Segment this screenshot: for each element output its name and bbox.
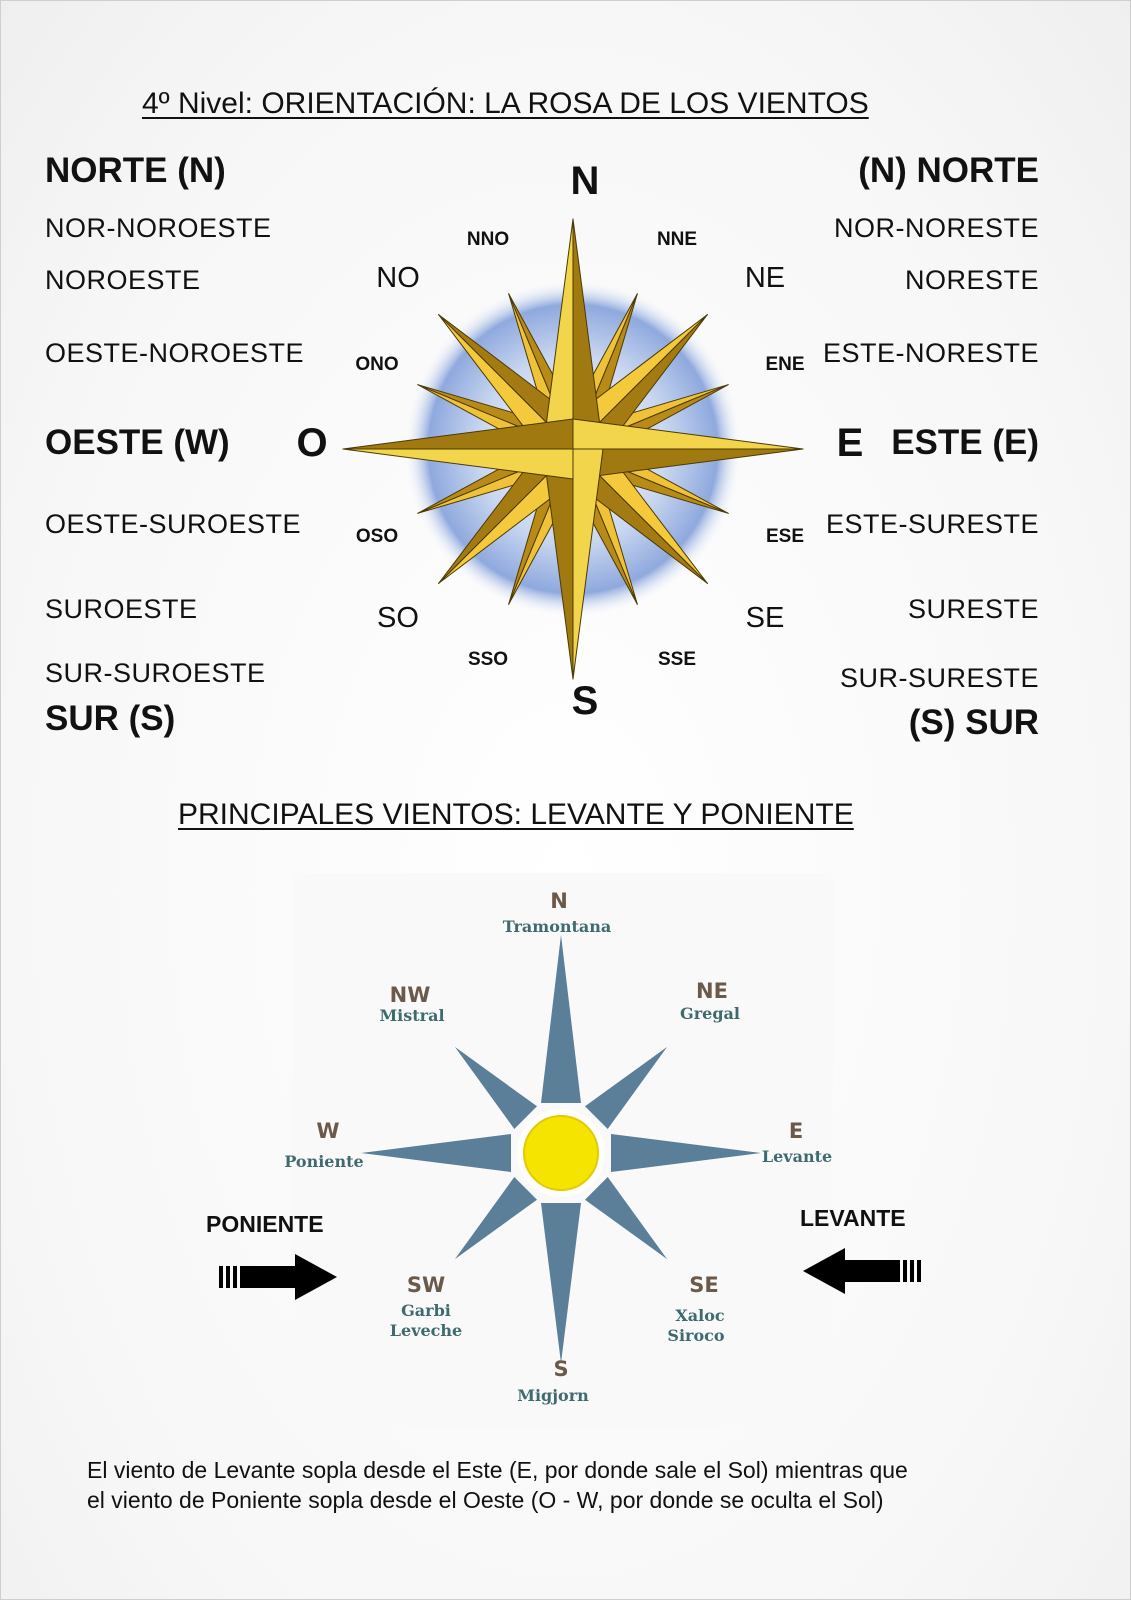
compass-letter-ese: ESE <box>765 526 805 547</box>
compass-letter-e: E <box>836 421 864 465</box>
wind-dir-n: N <box>550 889 568 913</box>
label-este-right: ESTE (E) <box>891 423 1039 462</box>
compass-letter-se: SE <box>745 602 785 634</box>
wind-ray-nw <box>455 1047 537 1129</box>
poniente-arrow-icon <box>217 1250 337 1304</box>
compass-letter-s: S <box>571 679 599 723</box>
winds-subtitle: PRINCIPALES VIENTOS: LEVANTE Y PONIENTE <box>178 798 854 831</box>
page-title: 4º Nivel: ORIENTACIÓN: LA ROSA DE LOS VIENTOS <box>142 87 869 120</box>
label-oeste-left: OESTE (W) <box>45 423 230 462</box>
compass-letter-sso: SSO <box>467 649 509 670</box>
wind-ray-se <box>585 1177 667 1259</box>
wind-ray-e <box>611 1134 761 1172</box>
wind-dir-s: S <box>553 1357 569 1381</box>
wind-dir-se: SE <box>689 1273 719 1297</box>
label-noroeste: NOROESTE <box>45 265 201 295</box>
levante-label: LEVANTE <box>800 1205 906 1231</box>
wind-name-garbi: Garbi <box>401 1301 451 1320</box>
wind-ray-sw <box>455 1177 537 1259</box>
label-suroeste: SUROESTE <box>45 594 198 624</box>
compass-letter-so: SO <box>377 602 419 634</box>
compass-letter-sse: SSE <box>657 649 697 670</box>
wind-ray-n <box>541 935 581 1103</box>
wind-name-xaloc: Xaloc <box>675 1306 725 1325</box>
label-noreste: NORESTE <box>904 265 1039 295</box>
wind-dir-ne: NE <box>696 979 728 1003</box>
levante-arrow-icon <box>803 1244 923 1298</box>
wind-name-poniente: Poniente <box>284 1152 364 1171</box>
label-este-sureste: ESTE-SURESTE <box>825 509 1039 539</box>
wind-ray-s <box>541 1203 581 1363</box>
label-oeste-suroeste: OESTE-SUROESTE <box>45 509 302 539</box>
label-sur-left: SUR (S) <box>45 699 176 738</box>
compass-letter-ne: NE <box>744 262 786 294</box>
label-sur-sureste: SUR-SURESTE <box>839 663 1039 693</box>
wind-name-tramontana: Tramontana <box>502 917 612 936</box>
wind-ray-w <box>361 1134 511 1172</box>
compass-letter-ono: ONO <box>355 354 399 375</box>
caption-line-1: El viento de Levante sopla desde el Este (E, por donde sale el Sol) mientras que <box>87 1457 908 1483</box>
compass-letter-nne: NNE <box>656 229 698 250</box>
wind-dir-e: E <box>788 1119 804 1143</box>
poniente-label: PONIENTE <box>206 1211 324 1237</box>
label-oeste-noroeste: OESTE-NOROESTE <box>45 338 305 368</box>
label-norte-left: NORTE (N) <box>45 151 226 190</box>
wind-name-levante: Levante <box>761 1147 833 1166</box>
label-nor-noroeste: NOR-NOROESTE <box>45 213 272 243</box>
wind-name-migjorn: Migjorn <box>517 1386 589 1405</box>
compass-letter-oso: OSO <box>355 526 399 547</box>
wind-dir-w: W <box>316 1119 340 1143</box>
label-este-noreste: ESTE-NORESTE <box>822 338 1039 368</box>
compass-letter-no: NO <box>376 262 420 294</box>
wind-dir-nw: NW <box>389 983 431 1007</box>
wind-ray-ne <box>585 1047 667 1129</box>
label-sur-suroeste: SUR-SUROESTE <box>45 658 266 688</box>
wind-rose-graphic <box>293 873 833 1428</box>
wind-name-siroco: Siroco <box>667 1326 725 1345</box>
label-sur-right: (S) SUR <box>908 703 1039 742</box>
wind-name-leveche: Leveche <box>389 1321 463 1340</box>
compass-letter-n: N <box>570 159 600 203</box>
wind-name-gregal: Gregal <box>680 1004 740 1023</box>
compass-letter-nno: NNO <box>466 229 510 250</box>
caption-line-2: el viento de Poniente sopla desde el Oeste (O - W, por donde se oculta el Sol) <box>87 1487 884 1513</box>
label-nor-noreste: NOR-NORESTE <box>833 213 1039 243</box>
compass-letter-o: O <box>296 421 328 465</box>
label-sureste: SURESTE <box>907 594 1039 624</box>
sun-icon <box>524 1116 598 1190</box>
wind-dir-sw: SW <box>406 1273 446 1297</box>
wind-name-mistral: Mistral <box>379 1006 445 1025</box>
label-norte-right: (N) NORTE <box>858 151 1039 190</box>
compass-letter-ene: ENE <box>765 354 805 375</box>
